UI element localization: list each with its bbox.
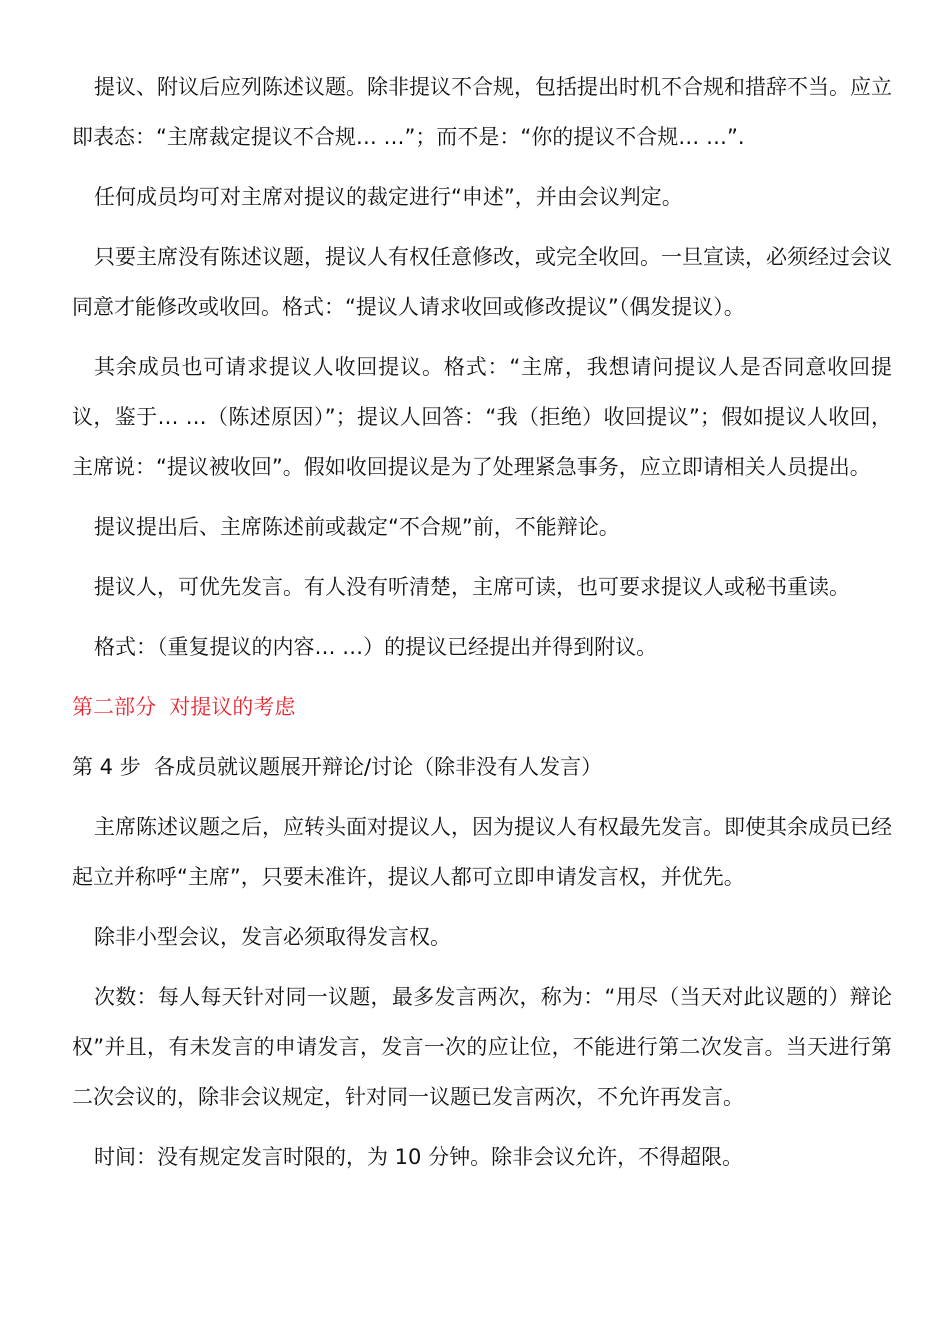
document-page [72, 62, 892, 1192]
section-heading: 第二部分 对提议的考虑 [72, 695, 296, 719]
paragraph-motion-stating: 提议、附议后应列陈述议题。除非提议不合规，包括提出时机不合规和措辞不当。应立即表态：“主席裁定提议不合规… …”；而不是：“你的提议不合规… …”. [72, 75, 892, 149]
step-heading: 第 4 步 各成员就议题展开辩论/讨论（除非没有人发言） [72, 755, 603, 779]
paragraph-no-debate: 提议提出后、主席陈述前或裁定“不合规”前，不能辩论。 [94, 515, 620, 539]
paragraph-speech-time: 时间：没有规定发言时限的，为 10 分钟。除非会议允许，不得超限。 [94, 1145, 744, 1169]
paragraph-format: 格式：（重复提议的内容… …）的提议已经提出并得到附议。 [94, 635, 658, 659]
paragraph-appeal: 任何成员均可对主席对提议的裁定进行“申述”，并由会议判定。 [94, 185, 683, 209]
paragraph-obtain-floor: 除非小型会议，发言必须取得发言权。 [94, 925, 451, 949]
paragraph-mover-priority: 提议人，可优先发言。有人没有听清楚，主席可读，也可要求提议人或秘书重读。 [94, 575, 850, 599]
paragraph-request-withdraw: 其余成员也可请求提议人收回提议。格式：“主席，我想请问提议人是否同意收回提议，鉴于… …（陈述原因）”；提议人回答：“我（拒绝）收回提议”；假如提议人收回，主席说：“提议被收回”。假如收回提议是为了处理紧急事务，应立即请相关人员提出。 [72, 355, 892, 479]
paragraph-withdraw-modify: 只要主席没有陈述议题，提议人有权任意修改，或完全收回。一旦宣读，必须经过会议同意才能修改或收回。格式：“提议人请求收回或修改提议”（偶发提议）。 [72, 245, 892, 319]
paragraph-speech-count: 次数：每人每天针对同一议题，最多发言两次，称为：“用尽（当天对此议题的）辩论权”并且，有未发言的申请发言，发言一次的应让位，不能进行第二次发言。当天进行第二次会议的，除非会议规定，针对同一议题已发言两次，不允许再发言。 [72, 985, 892, 1109]
paragraph-mover-speaks-first: 主席陈述议题之后，应转头面对提议人，因为提议人有权最先发言。即使其余成员已经起立并称呼“主席”，只要未准许，提议人都可立即申请发言权，并优先。 [72, 815, 892, 889]
